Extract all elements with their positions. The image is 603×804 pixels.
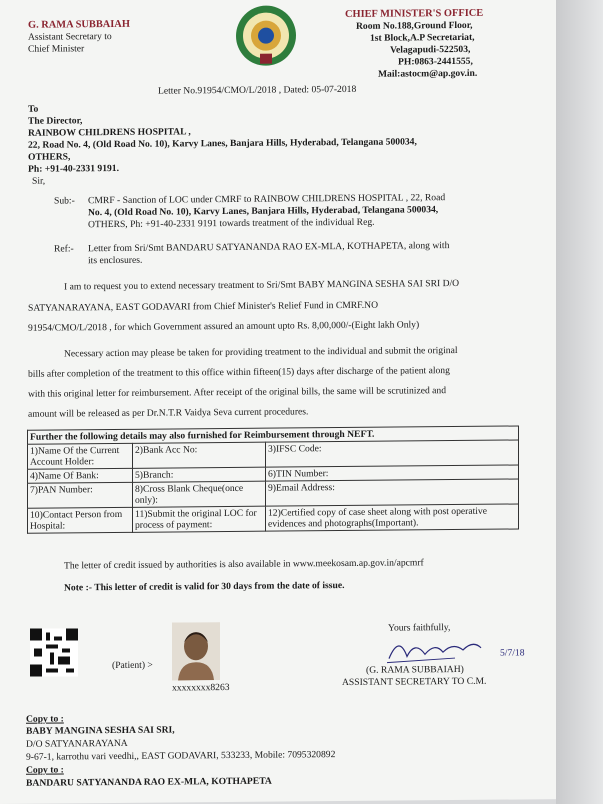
addressee-others: OTHERS, xyxy=(28,151,71,163)
subject-line-3: OTHERS, Ph: +91-40-2331 9191 towards treatment of the individual Reg. xyxy=(88,216,375,231)
ref-line-1: Letter from Sri/Smt BANDARU SATYANANDA RAO EX-MLA, KOTHAPETA, along with xyxy=(88,240,450,255)
salutation: Sir, xyxy=(32,175,46,187)
copy-to-label-1: Copy to : xyxy=(26,713,64,725)
neft-details-table xyxy=(27,425,519,533)
para2-line-1: Necessary action may please be taken for providing treatment to the individual and submit the original xyxy=(64,345,458,360)
subject-line-1: CMRF - Sanction of LOC under CMRF to RAINBOW CHILDRENS HOSPITAL , 22, Road xyxy=(88,192,446,207)
neft-heading: Further the following details may also furnished for Reimbursement through NEFT. xyxy=(28,426,519,444)
closing-yours: Yours faithfully, xyxy=(388,622,451,634)
copy1-relation: D/O SATYANARAYANA xyxy=(26,737,128,750)
sender-title-1: Assistant Secretary to xyxy=(28,31,112,43)
table-cell: 11)Submit the original LOC for process of payment: xyxy=(133,506,266,532)
table-cell: 12)Certified copy of case sheet along with post operative evidences and photographs(Important). xyxy=(266,504,519,531)
para2-line-4: amount will be released as per Dr.N.T.R Vaidya Seva current procedures. xyxy=(28,406,309,420)
qr-code-icon xyxy=(30,627,78,677)
signature-date: 5/7/18 xyxy=(500,647,525,659)
sender-name: G. RAMA SUBBAIAH xyxy=(28,18,130,31)
para1-line-3: 91954/CMO/L/2018 , for which Government assured an amount upto Rs. 8,00,000/-(Eight lakh Only) xyxy=(28,319,420,334)
table-row xyxy=(28,504,519,533)
to-label: To xyxy=(28,103,39,115)
addressee-phone: Ph: +91-40-2331 9191. xyxy=(28,162,120,175)
addressee-hospital: RAINBOW CHILDRENS HOSPITAL , xyxy=(28,126,191,139)
table-cell: 6)TIN Number: xyxy=(266,465,519,481)
subject-line-2: No. 4, (Old Road No. 10), Karvy Lanes, Banjara Hills, Hyderabad, Telangana 500034, xyxy=(88,204,439,219)
table-cell: 2)Bank Acc No: xyxy=(133,442,266,468)
para2-line-3: with this original letter for reimbursement. After receipt of the original bills, the same will be scrutinized and xyxy=(28,385,447,400)
office-phone: PH:0863-2441555, xyxy=(398,55,473,68)
loc-website-line: The letter of credit issued by authorities is also available in www.meekosam.ap.gov.in/apcmrf xyxy=(64,557,424,572)
sender-title-2: Chief Minister xyxy=(28,43,85,55)
table-cell: 10)Contact Person from Hospital: xyxy=(28,507,133,533)
patient-label: (Patient) > xyxy=(112,659,153,672)
ref-label: Ref:- xyxy=(54,243,74,255)
table-cell: 3)IFSC Code: xyxy=(266,440,519,467)
copy1-address: 9-67-1, karrothu vari veedhi,, EAST GODAVARI, 533233, Mobile: 7095320892 xyxy=(26,749,336,763)
addressee-title: The Director, xyxy=(28,115,83,127)
table-cell: 1)Name Of the Current Account Holder: xyxy=(28,443,133,469)
patient-id: xxxxxxxx8263 xyxy=(172,681,230,694)
copy1-name: BABY MANGINA SESHA SAI SRI, xyxy=(26,724,175,737)
para1-line-1: I am to request you to extend necessary treatment to Sri/Smt BABY MANGINA SESHA SAI SRI D/O xyxy=(64,277,460,293)
ap-emblem-icon xyxy=(234,3,298,68)
signature-icon xyxy=(385,628,495,669)
addressee-address: 22, Road No. 4, (Old Road No. 10), Karvy Lanes, Banjara Hills, Hyderabad, Telangana 500034, xyxy=(28,136,417,151)
copy-to-label-2: Copy to : xyxy=(26,764,64,776)
validity-note: Note :- This letter of credit is valid for 30 days from the date of issue. xyxy=(64,579,345,594)
office-address-2: 1st Block,A.P Secretariat, xyxy=(370,31,475,44)
table-cell: 5)Branch: xyxy=(133,467,266,482)
ref-line-2: its enclosures. xyxy=(88,254,143,267)
office-name: CHIEF MINISTER'S OFFICE xyxy=(345,7,484,20)
para1-line-2: SATYANARAYANA, EAST GODAVARI from Chief Minister's Relief Fund in CMRF.NO xyxy=(28,299,379,314)
signatory-title: ASSISTANT SECRETARY TO C.M. xyxy=(342,675,487,689)
letter-number: Letter No.91954/CMO/L/2018 , Dated: 05-07-2018 xyxy=(158,83,357,97)
copy2-name: BANDARU SATYANANDA RAO EX-MLA, KOTHAPETA xyxy=(26,775,272,789)
patient-photo xyxy=(172,622,220,680)
table-cell: 9)Email Address: xyxy=(266,479,519,506)
table-cell: 7)PAN Number: xyxy=(28,482,133,508)
office-address-1: Room No.188,Ground Floor, xyxy=(356,19,473,32)
table-cell: 4)Name Of Bank: xyxy=(28,468,133,483)
table-cell: 8)Cross Blank Cheque(once only): xyxy=(133,481,266,507)
page-shadow xyxy=(556,0,603,804)
para2-line-2: bills after completion of the treatment to this office within fifteen(15) days after discharge of the patient along xyxy=(28,365,450,380)
office-address-3: Velagapudi-522503, xyxy=(390,43,471,56)
signatory-name: (G. RAMA SUBBAIAH) xyxy=(366,663,464,676)
subject-label: Sub:- xyxy=(54,195,75,207)
office-email: Mail:astocm@ap.gov.in. xyxy=(378,67,478,80)
